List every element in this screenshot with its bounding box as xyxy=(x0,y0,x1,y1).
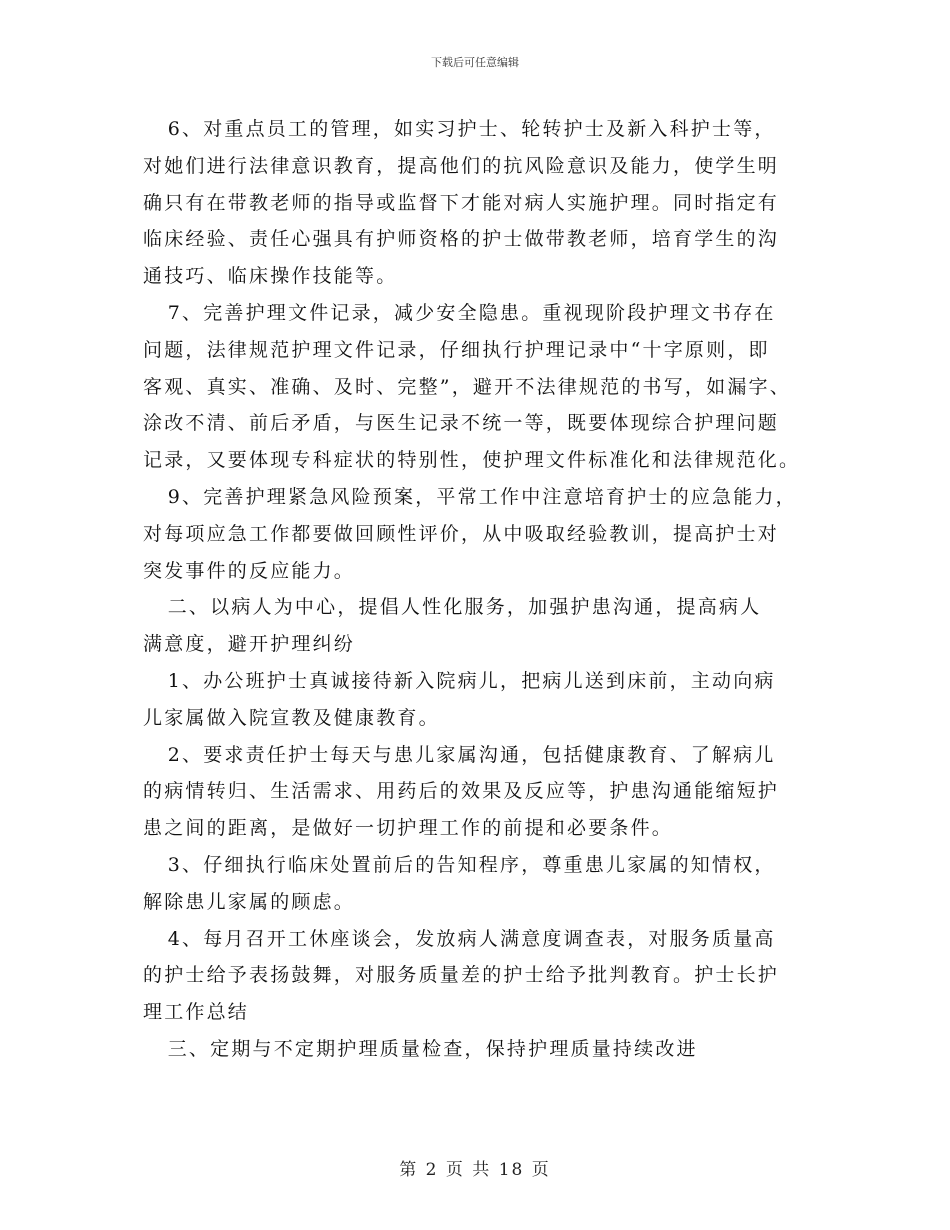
text-line: 的护士给予表扬鼓舞，对服务质量差的护士给予批判教育。护士长护 xyxy=(143,964,780,987)
text-line: 临床经验、责任心强具有护师资格的护士做带教老师，培育学生的沟 xyxy=(143,228,780,251)
text-line: 9、完善护理紧急风险预案，平常工作中注意培育护士的应急能力， xyxy=(143,485,797,508)
text-line: 客观、真实、准确、及时、完整”，避开不法律规范的书写，如漏字、 xyxy=(143,375,791,398)
text-line: 记录，又要体现专科症状的特别性，使护理文件标准化和法律规范化。 xyxy=(143,449,801,472)
text-line: 通技巧、临床操作技能等。 xyxy=(143,265,398,288)
text-line: 涂改不清、前后矛盾，与医生记录不统一等，既要体现综合护理问题 xyxy=(143,412,780,435)
text-line: 的病情转归、生活需求、用药后的效果及反应等，护患沟通能缩短护 xyxy=(143,780,780,803)
text-line: 1、办公班护士真诚接待新入院病儿，把病儿送到床前，主动向病 xyxy=(143,669,776,692)
text-line: 7、完善护理文件记录，减少安全隐患。重视现阶段护理文书存在 xyxy=(143,301,776,324)
page-header: 下载后可任意编辑 xyxy=(431,56,519,69)
text-line: 4、每月召开工休座谈会，发放病人满意度调查表，对服务质量高 xyxy=(143,927,776,950)
text-line: 三、定期与不定期护理质量检查，保持护理质量持续改进 xyxy=(143,1037,698,1060)
text-line: 对她们进行法律意识教育，提高他们的抗风险意识及能力，使学生明 xyxy=(143,154,780,177)
text-line: 理工作总结 xyxy=(143,1001,250,1024)
page-footer: 第 2 页 共 18 页 xyxy=(399,1160,551,1180)
text-line: 解除患儿家属的顾虑。 xyxy=(143,890,356,913)
text-line: 确只有在带教老师的指导或监督下才能对病人实施护理。同时指定有 xyxy=(143,191,780,214)
text-line: 问题，法律规范护理文件记录，仔细执行护理记录中“十字原则，即 xyxy=(143,338,770,361)
text-line: 6、对重点员工的管理，如实习护士、轮转护士及新入科护士等， xyxy=(143,118,776,140)
document-body xyxy=(143,111,823,1068)
text-line: 满意度，避开护理纠纷 xyxy=(143,633,356,656)
text-line: 二、以病人为中心，提倡人性化服务，加强护患沟通，提高病人 xyxy=(143,596,762,619)
text-line: 患之间的距离，是做好一切护理工作的前提和必要条件。 xyxy=(143,817,674,840)
text-line: 对每项应急工作都要做回顾性评价，从中吸取经验教训，提高护士对 xyxy=(143,522,780,545)
text-line: 3、仔细执行临床处置前后的告知程序，尊重患儿家属的知情权， xyxy=(143,853,776,876)
text-line: 儿家属做入院宣教及健康教育。 xyxy=(143,706,440,729)
text-line: 突发事件的反应能力。 xyxy=(143,559,356,582)
text-line: 2、要求责任护士每天与患儿家属沟通，包括健康教育、了解病儿 xyxy=(143,743,776,766)
